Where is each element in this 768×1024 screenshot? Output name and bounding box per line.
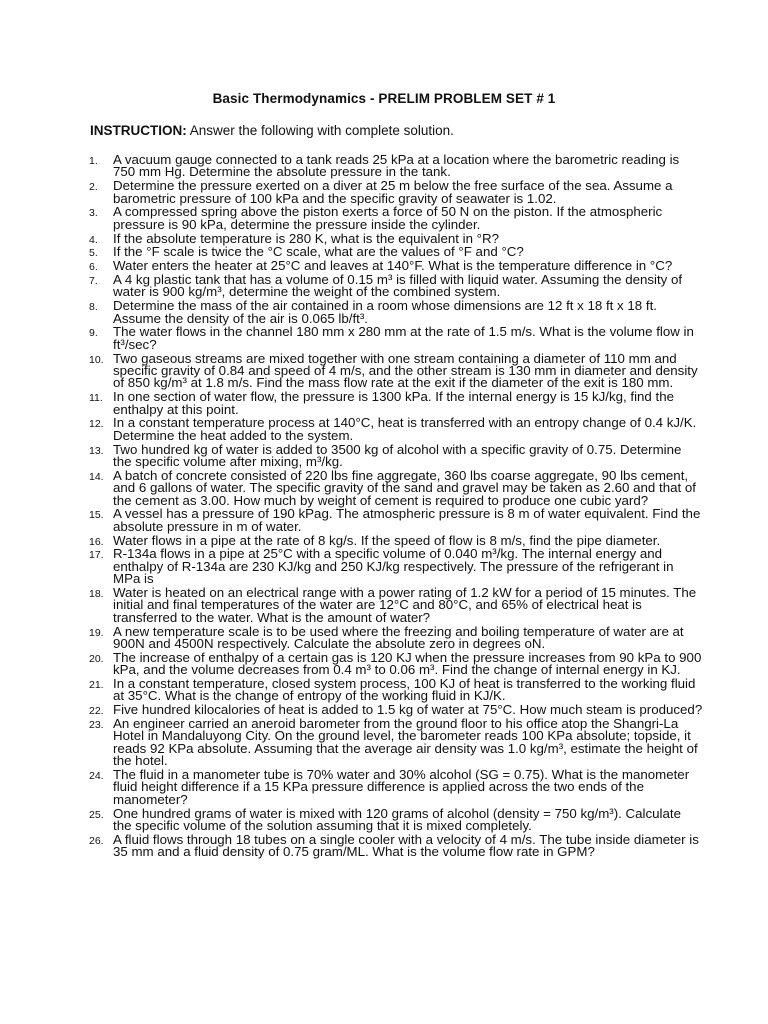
problem-number: 10. [89,353,104,366]
problem-text: In one section of water flow, the pressure is 1300 kPa. If the internal energy is 15 kJ/kg, find the enthalpy at this point. [113,389,675,417]
problem-text: The fluid in a manometer tube is 70% water and 30% alcohol (SG = 0.75). What is the manometer fluid height difference if a 15 KPa pressure difference is applied across the two ends of the manometer? [113,767,690,807]
problem-item [89,587,703,624]
problem-item [89,441,703,470]
problem-number: 3. [89,207,98,220]
problem-text: A batch of concrete consisted of 220 lbs fine aggregate, 360 lbs coarse aggregate, 90 lbs cement, and 6 gallons of water. The specific gravity of the sand and gravel may be taken as 2.60 and that of the cement as 3.00. How much by weight of cement is required to produce one cubic yard? [113,467,696,508]
problem-number: 9. [89,327,98,340]
problem-text: The increase of enthalpy of a certain gas is 120 KJ when the pressure increases from 90 kPa to 900 kPa, and the volume decreases from 0.4 m³ to 0.06 m³. Find the change of internal energy in KJ. [113,649,702,678]
problem-item [89,532,703,548]
problem-item [89,678,703,703]
problem-item [89,154,703,179]
problem-item [89,548,703,585]
problem-number: 22. [89,705,104,718]
problem-item [89,206,703,231]
problem-text: In a constant temperature process at 140°C, heat is transferred with an entropy change of 0.4 kJ/K. Determine the heat added to the system. [113,415,697,443]
problem-text: Two hundred kg of water is added to 3500 kg of alcohol with a specific gravity of 0.75. Determine the specific volume after mixing, m³/kg. [113,441,682,470]
document-title: Basic Thermodynamics - PRELIM PROBLEM SET # 1 [212,91,556,106]
problem-number: 16. [89,535,104,548]
problem-number: 23. [89,719,104,732]
problem-item [89,623,703,652]
problem-text: A fluid flows through 18 tubes on a single cooler with a velocity of 4 m/s. The tube inside diameter is 35 mm and a fluid density of 0.75 gram/ML. What is the volume flow rate in GPM? [113,831,699,860]
problem-number: 17. [89,549,104,562]
problem-number: 2. [89,181,98,194]
problem-number: 14. [89,470,104,483]
problem-item [89,246,703,258]
problem-item [89,467,703,508]
problem-number: 20. [89,652,104,665]
problem-number: 5. [89,247,98,260]
problem-text: The water flows in the channel 180 mm x 280 mm at the rate of 1.5 m/s. What is the volume flow in ft³/sec? [113,324,694,352]
instruction-text: Answer the following with complete solution. [189,123,454,138]
problem-text: Five hundred kilocalories of heat is added to 1.5 kg of water at 75°C. How much steam is produced? [113,702,703,718]
problem-text: If the °F scale is twice the °C scale, what are the values of °F and °C? [113,244,524,260]
problem-number: 12. [89,418,104,431]
problem-number: 13. [89,444,104,457]
problem-list [89,154,703,860]
problem-item [89,180,703,205]
problem-text: An engineer carried an aneroid barometer from the ground floor to his office atop the Shangri-La Hotel in Mandaluyong City. On the ground level, the barometer reads 100 KPa absolute; topside, it reads 92 KPa absolute. Assuming that the average air density was 1.0 kg/m³, estimate the height of the hotel. [113,716,698,769]
problem-text: If the absolute temperature is 280 K, what is the equivalent in °R? [113,230,499,246]
problem-item [89,769,703,806]
problem-text: Water enters the heater at 25°C and leaves at 140°F. What is the temperature difference in °C? [113,258,673,274]
problem-text: One hundred grams of water is mixed with 120 grams of alcohol (density = 750 kg/m³). Calculate the specific volume of the solution assuming that it is mixed completely. [113,805,681,834]
problem-text: A vacuum gauge connected to a tank reads 25 kPa at a location where the barometric reading is 750 mm Hg. Determine the absolute pressure in the tank. [113,152,680,180]
problem-number: 21. [89,679,104,692]
problem-text: A vessel has a pressure of 190 kPag. The atmospheric pressure is 8 m of water equivalent. Find the absolute pressure in m of water. [113,506,701,534]
problem-number: 11. [89,392,103,405]
problem-number: 24. [89,770,104,783]
problem-text: Two gaseous streams are mixed together with one stream containing a diameter of 110 mm and specific gravity of 0.84 and speed of 4 m/s, and the other stream is 130 mm in diameter and density of 850 kg/m³ at 1.8 m/s. Find the mass flow rate at the exit if the diameter of the exit is 180 mm. [113,350,698,391]
problem-item [89,649,703,678]
problem-item [89,718,703,768]
problem-text: Water is heated on an electrical range with a power rating of 1.2 kW for a period of 15 minutes. The initial and final temperatures of the water are 12°C and 80°C, and 65% of electrical heat is transferred to the water. What is the amount of water? [113,585,697,625]
problem-item [89,391,703,416]
problem-item [89,704,703,716]
instruction-label: INSTRUCTION: [90,123,187,138]
problem-number: 1. [89,155,98,167]
problem-text: A 4 kg plastic tank that has a volume of 0.15 m³ is filled with liquid water. Assuming the density of water is 900 kg/m³, determine the weight of the combined system. [113,272,683,300]
problem-number: 6. [89,261,98,274]
problem-number: 4. [89,233,98,246]
problem-text: Water flows in a pipe at the rate of 8 kg/s. If the speed of flow is 8 m/s, find the pipe diameter. [113,532,661,548]
problem-item [89,300,703,325]
problem-text: Determine the mass of the air contained in a room whose dimensions are 12 ft x 18 ft x 18 ft. Assume the density of the air is 0.065 lb/ft³. [113,298,657,326]
problem-number: 25. [89,808,104,821]
problem-item [89,274,703,299]
problem-item [89,831,703,860]
problem-number: 18. [89,588,104,601]
problem-number: 19. [89,626,104,639]
problem-text: R-134a flows in a pipe at 25°C with a specific volume of 0.040 m³/kg. The internal energy and enthalpy of R-134a are 230 KJ/kg and 250 KJ/kg respectively. The pressure of the refrigerant in MPa is [113,546,674,587]
problem-text: In a constant temperature, closed system process, 100 KJ of heat is transferred to the working fluid at 35°C. What is the change of entropy of the working fluid in KJ/K. [113,676,696,704]
problem-text: Determine the pressure exerted on a diver at 25 m below the free surface of the sea. Assume a barometric pressure of 100 kPa and the specific gravity of seawater is 1.02. [113,178,673,206]
problem-number: 8. [89,301,98,314]
problem-item [89,230,703,246]
problem-text: A new temperature scale is to be used where the freezing and boiling temperature of water are at 900N and 4500N respectively. Calculate the absolute zero in degrees oN. [113,623,684,652]
instruction-line [90,123,454,138]
problem-item [89,805,703,834]
problem-text: A compressed spring above the piston exerts a force of 50 N on the piston. If the atmospheric pressure is 90 kPa, determine the pressure inside the cylinder. [113,204,663,232]
problem-number: 26. [89,834,104,847]
problem-item [89,326,703,351]
problem-item [89,260,703,272]
problem-item [89,417,703,442]
problem-number: 15. [89,509,104,522]
problem-item [89,508,703,533]
problem-item [89,350,703,391]
problem-number: 7. [89,275,98,287]
